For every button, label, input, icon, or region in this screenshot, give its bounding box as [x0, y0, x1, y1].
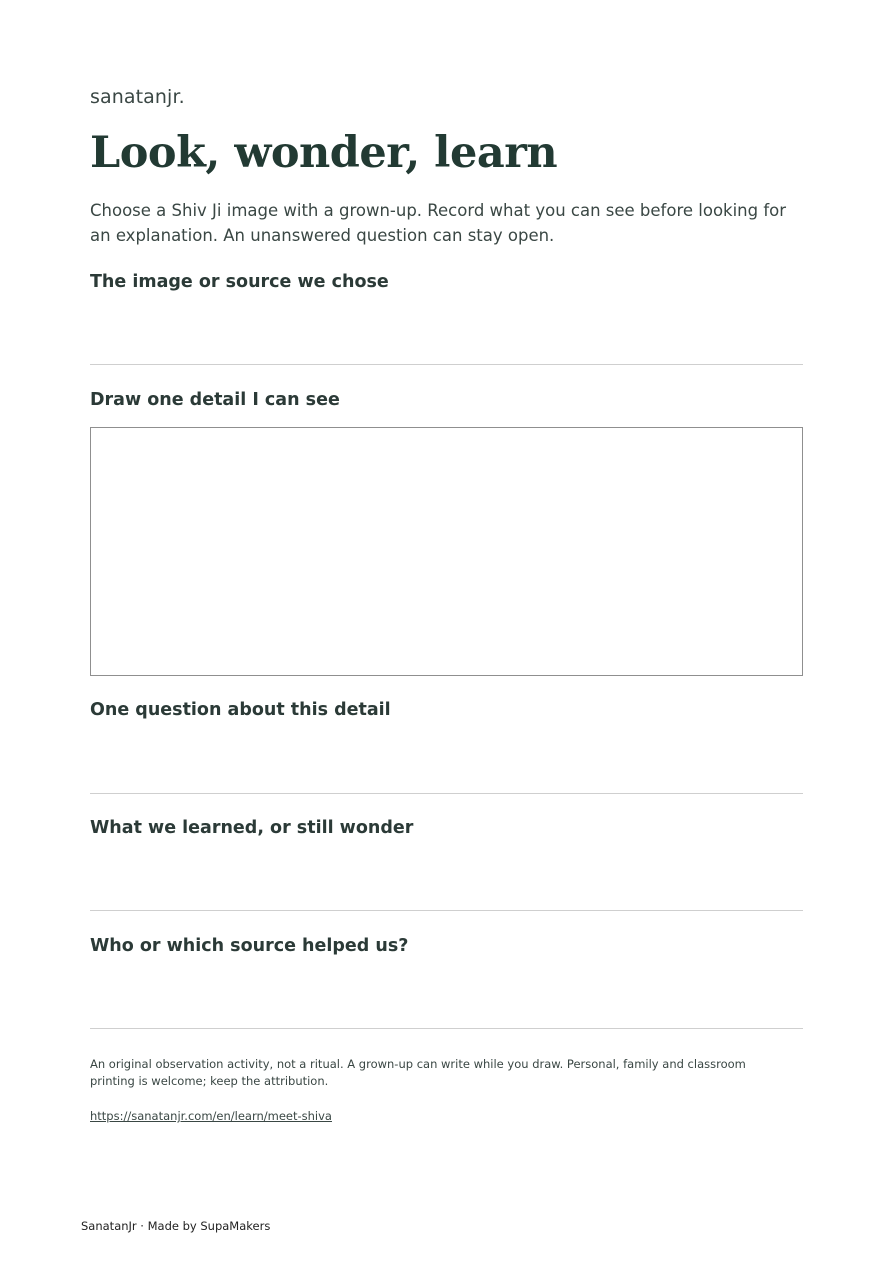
- answer-line-image-source[interactable]: [90, 364, 803, 365]
- page-footer: SanatanJr · Made by SupaMakers: [81, 1219, 271, 1233]
- section-label-draw-detail: Draw one detail I can see: [90, 390, 340, 410]
- section-label-learned: What we learned, or still wonder: [90, 818, 414, 838]
- section-label-helper-source: Who or which source helped us?: [90, 936, 409, 956]
- section-label-image-source: The image or source we chose: [90, 272, 389, 292]
- brand-wordmark: sanatanjr.: [90, 86, 185, 108]
- intro-text: Choose a Shiv Ji image with a grown-up. Record what you can see before looking for an explanation. An unanswered question can stay open.: [90, 201, 787, 245]
- page-title: Look, wonder, learn: [90, 128, 558, 178]
- drawing-box[interactable]: [90, 427, 803, 676]
- source-link[interactable]: https://sanatanjr.com/en/learn/meet-shiva: [90, 1109, 332, 1123]
- answer-line-question[interactable]: [90, 793, 803, 794]
- section-label-question: One question about this detail: [90, 700, 391, 720]
- attribution-note: An original observation activity, not a ritual. A grown-up can write while you draw. Personal, family and classroom printing is welcome; keep the attribution.: [90, 1057, 746, 1088]
- answer-line-learned[interactable]: [90, 910, 803, 911]
- answer-line-helper-source[interactable]: [90, 1028, 803, 1029]
